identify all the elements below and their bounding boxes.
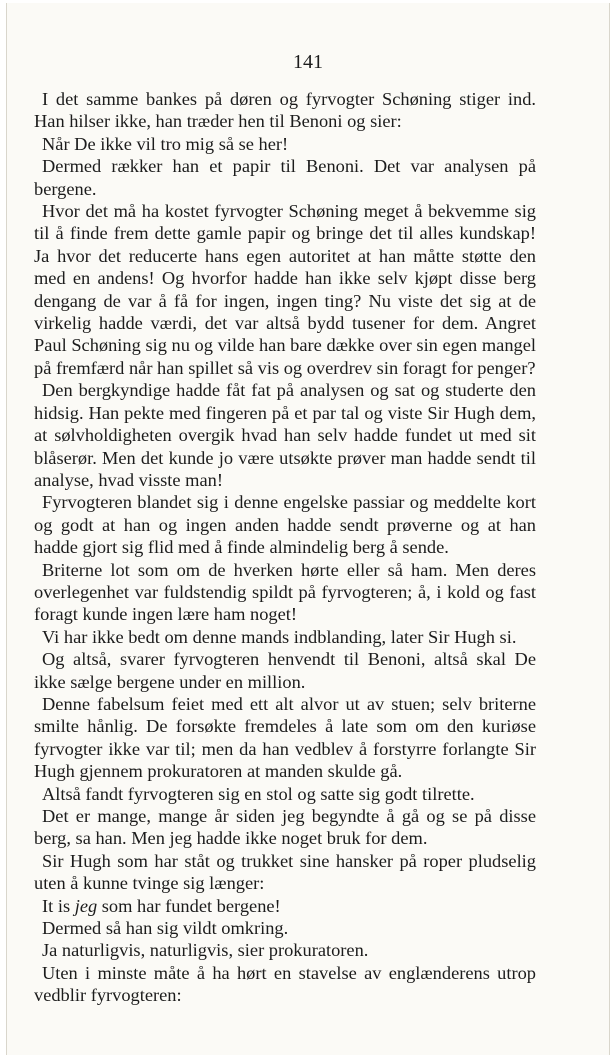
page-number: 141 [293,51,323,73]
paragraph: Hvor det må ha kostet fyrvogter Schøning meget å bekvemme sig til å finde frem dette gamle papir og bringe det til alles kundskap! Ja hvor det reducerte hans egen autoritet at han måtte støtte den med en andens! Og hvorfor hadde han ikke selv kjøpt disse berg dengang de var å få for ingen, ingen ting? Nu viste det sig at de virkelig hadde værdi, det var altså bydd tusener for dem. Angret Paul Schøning sig nu og vilde han bare dække over sin egen mangel på fremfærd når han spillet så vis og overdrev sin foragt for penger? [34,201,536,378]
paragraph: Uten i minste måte å ha hørt en stavelse av englænderens utrop vedblir fyrvogteren: [34,962,536,1006]
paragraph: Og altså, svarer fyrvogteren henvendt til Benoni, altså skal De ikke sælge bergene under en million. [34,649,536,692]
paragraph: Altså fandt fyrvogteren sig en stol og satte sig godt tilrette. [42,783,475,804]
paragraph: It is jeg som har fundet bergene! [42,895,281,916]
paragraph: Det er mange, mange år siden jeg begyndte å gå og se på disse berg, sa han. Men jeg hadde ikke noget bruk for dem. [34,806,536,849]
paragraph: Fyrvogteren blandet sig i denne engelske passiar og meddelte kort og godt at han og ingen anden hadde sendt prøverne og at han hadde gjort sig flid med å finde almindelig berg å sende. [34,492,536,558]
paragraph: I det samme bankes på døren og fyrvogter Schøning stiger ind. Han hilser ikke, han træder hen til Benoni og sier: [34,89,536,132]
paragraph: Dermed rækker han et papir til Benoni. Det var analysen på bergene. [34,156,536,199]
paragraph: Denne fabelsum feiet med ett alt alvor ut av stuen; selv briterne smilte hånlig. De forsøkte fremdeles å late som om den kuriøse fyrvogter ikke var til; men da han vedblev å forstyrre forlangte Sir Hugh gjennem prokuratoren at manden skulde gå. [34,693,536,782]
book-page [6,3,610,1055]
paragraph: Ja naturligvis, naturligvis, sier prokuratoren. [42,940,369,961]
emphasized-word: jeg [74,895,98,916]
paragraph: Sir Hugh som har ståt og trukket sine hansker på roper pludselig uten å kunne tvinge sig længer: [34,850,536,894]
body-text [34,88,536,1007]
paragraph: Vi har ikke bedt om denne mands indblanding, later Sir Hugh si. [42,626,517,647]
paragraph: Den bergkyndige hadde fåt fat på analysen og sat og studerte den hidsig. Han pekte med fingeren på et par tal og viste Sir Hugh dem, at sølvholdigheten overgik hvad han selv hadde fundet ut med sit blåserør. Men det kunde jo være utsøkte prøver man hadde sendt til analyse, hvad visste man! [34,380,536,490]
paragraph: Når De ikke vil tro mig så se her! [42,133,289,154]
paragraph: Dermed så han sig vildt omkring. [42,918,289,939]
paragraph: Briterne lot som om de hverken hørte eller så ham. Men deres overlegenhet var fuldstendig spildt på fyrvogteren; å, i kold og fast foragt kunde ingen lære ham noget! [34,559,536,625]
